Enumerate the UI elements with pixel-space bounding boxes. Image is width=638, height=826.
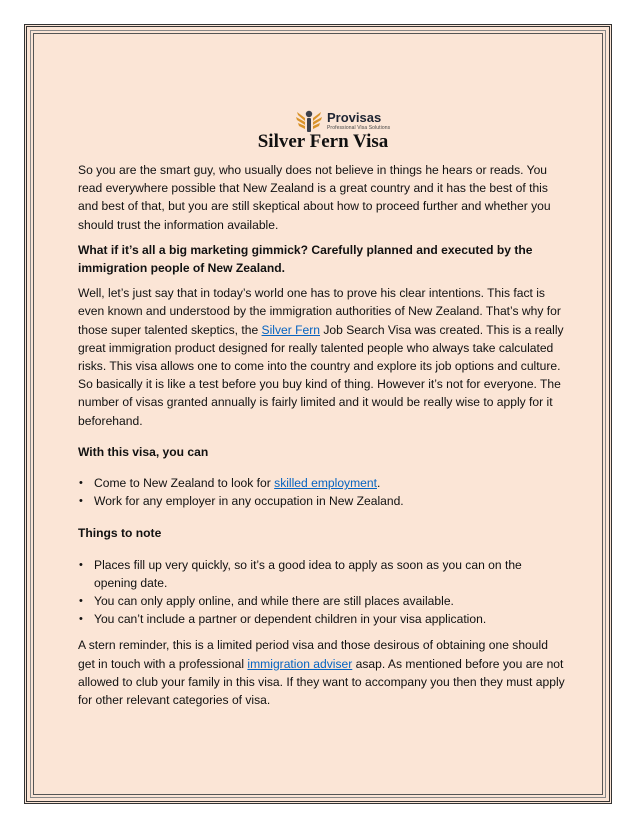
article-body xyxy=(78,131,568,716)
list-item-text: Come to New Zealand to look for xyxy=(94,476,275,491)
bullet-icon: • xyxy=(79,558,83,571)
logo-name: Provisas xyxy=(327,110,382,125)
list-item-text: You can’t include a partner or dependent children in your visa application. xyxy=(94,612,487,627)
bullet-icon: • xyxy=(79,477,83,490)
question-paragraph: What if it’s all a big marketing gimmick? Carefully planned and executed by the immigration people of New Zealand. xyxy=(78,242,533,276)
bullet-icon: • xyxy=(79,495,83,508)
list-item xyxy=(78,556,568,592)
list-item-text: Work for any employer in any occupation in New Zealand. xyxy=(94,494,404,509)
things-to-note-heading: Things to note xyxy=(78,526,162,541)
closing-paragraph xyxy=(78,636,568,709)
closing-text-start: A stern reminder, this is a limited period visa and those desirous of obtaining one should get in touch with a professional xyxy=(78,638,548,671)
list-item-text-end: . xyxy=(377,476,381,491)
page-title: Silver Fern Visa xyxy=(257,131,389,152)
skilled-employment-link[interactable]: skilled employment xyxy=(274,476,377,491)
main-paragraph-text-end: Job Search Visa was created. This is a really great immigration product designed for really talented people who always take calculated risks. This visa allows one to come into the country and explore its job options and culture. So basically it is like a test before you buy kind of thing. However it’s not for everyone. The number of visas granted annually is fairly limited and it would be really wise to apply for it beforehand. xyxy=(78,322,564,428)
list-item xyxy=(78,492,568,510)
silver-fern-link[interactable]: Silver Fern xyxy=(261,322,321,337)
document-page xyxy=(24,24,612,804)
main-paragraph xyxy=(78,284,568,430)
things-to-note-list xyxy=(78,556,568,629)
list-item xyxy=(78,592,568,610)
bullet-icon: • xyxy=(79,595,83,608)
closing-text-end: asap. As mentioned before you are not allowed to club your family in this visa. If they want to accompany you then they must apply for other relevant categories of visa. xyxy=(78,656,565,708)
list-item xyxy=(78,610,568,628)
immigration-adviser-link[interactable]: immigration adviser xyxy=(247,656,353,671)
bullet-icon: • xyxy=(79,613,83,626)
list-item-text: Places fill up very quickly, so it’s a good idea to apply as soon as you can on the opening date. xyxy=(94,557,522,590)
list-item-text: You can only apply online, and while there are still places available. xyxy=(94,594,454,609)
intro-paragraph: So you are the smart guy, who usually does not believe in things he hears or reads. You read everywhere possible that New Zealand is a great country and it has the best of this and best of that, but you are still skeptical about how to proceed further and whether you should trust the information available. xyxy=(78,163,551,232)
logo-tagline: Professional Visa Solutions xyxy=(327,125,391,131)
visa-can-list xyxy=(78,474,568,510)
visa-can-heading: With this visa, you can xyxy=(78,444,209,459)
main-paragraph-text-start: Well, let’s just say that in today’s world one has to prove his clear intentions. This fact is even known and understood by the immigration authorities of New Zealand. That’s why for those super talented skeptics, the xyxy=(78,286,561,337)
list-item xyxy=(78,474,568,492)
